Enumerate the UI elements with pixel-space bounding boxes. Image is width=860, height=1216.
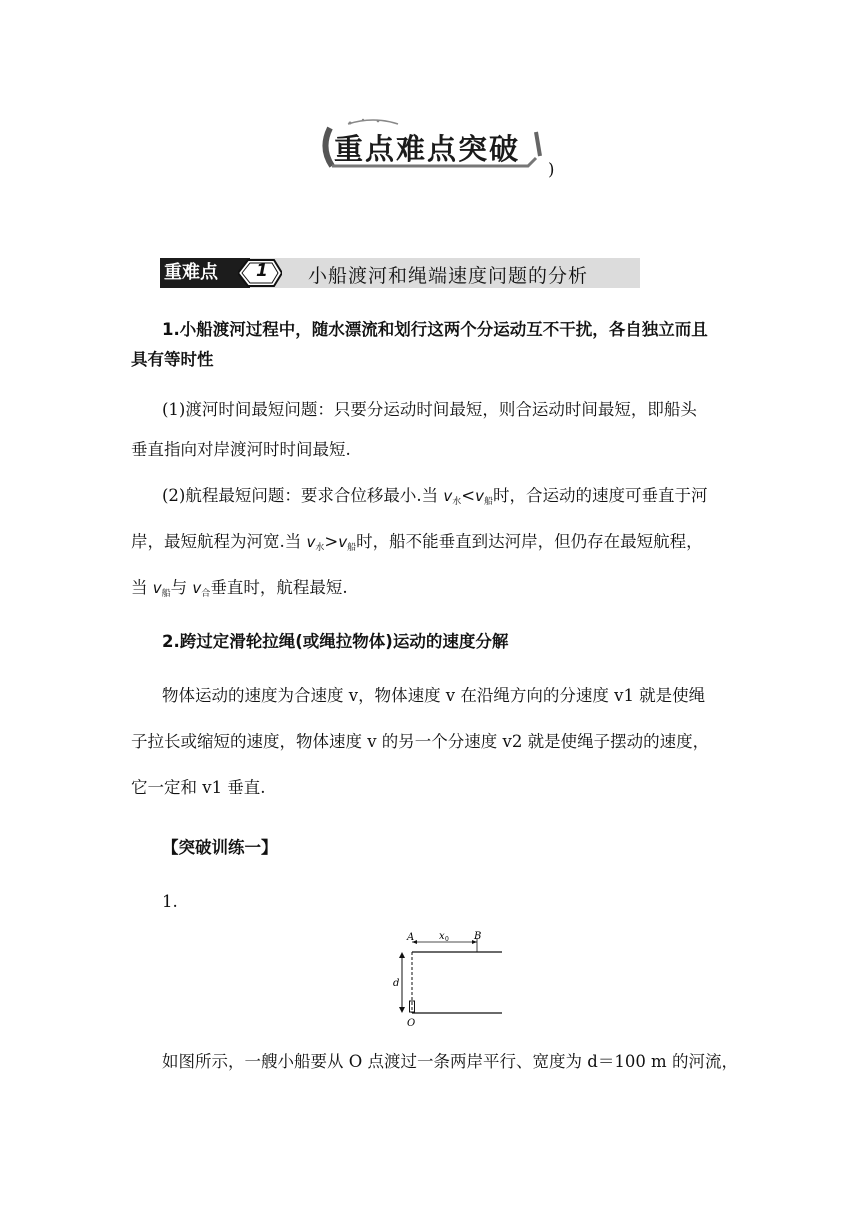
label-O: O [407, 1018, 416, 1029]
p2-line1: (1)渡河时间最短问题：只要分运动时间最短，则合运动时间最短，即船头 [162, 400, 697, 419]
topic-title: 小船渡河和绳端速度问题的分析 [308, 265, 589, 287]
label-x0-sub: 0 [445, 936, 449, 943]
p3-line3-text-a: 当 [131, 578, 153, 597]
v-boat-symbol: v [152, 579, 162, 597]
v-boat-symbol: v [475, 487, 484, 505]
lt-sign: < [461, 486, 476, 505]
label-d: d [393, 978, 400, 989]
p3-line2-text-a: 岸，最短航程为河宽.当 [131, 532, 307, 551]
p1-line1: 1.小船渡河过程中，随水漂流和划行这两个分运动互不干扰，各自独立而且 [162, 320, 708, 339]
sub-combined: 合 [201, 589, 211, 599]
label-A: A [407, 932, 415, 943]
p3-line2 [131, 532, 703, 558]
p3-line1 [162, 486, 708, 512]
label-x0: x [439, 931, 445, 942]
topic-tag: 重难点 [160, 258, 250, 288]
p3-line1-text-a: (2)航程最短问题：要求合位移最小.当 [162, 486, 444, 505]
topic-header [160, 258, 640, 288]
p2-line2: 垂直指向对岸渡河时时间最短. [131, 440, 351, 459]
v-water-symbol: v [443, 487, 453, 505]
p5-line2: 子拉长或缩短的速度，物体速度 v 的另一个分速度 v2 就是使绳子摆动的速度， [131, 732, 710, 751]
p3-line3-text-b: 与 [170, 578, 193, 597]
question-text: 如图所示，一艘小船要从 O 点渡过一条两岸平行、宽度为 d＝100 m 的河流， [162, 1052, 738, 1071]
p5-line1: 物体运动的速度为合速度 v，物体速度 v 在沿绳方向的分速度 v1 就是使绳 [162, 686, 706, 705]
training-title: 【突破训练一】 [162, 838, 278, 857]
river-crossing-figure [384, 928, 506, 1030]
sub-water: 水 [452, 497, 462, 507]
question-number: 1. [162, 892, 178, 911]
p3-line1-text-b: 时，合运动的速度可垂直于河 [493, 486, 708, 505]
v-boat-symbol: v [338, 533, 348, 551]
p4-heading: 2.跨过定滑轮拉绳(或绳拉物体)运动的速度分解 [162, 632, 509, 651]
sub-boat: 船 [347, 543, 357, 553]
gt-sign: > [324, 532, 339, 551]
p3-line3-text-c: 垂直时，航程最短. [210, 578, 348, 597]
sub-boat: 船 [161, 589, 171, 599]
section-banner [318, 118, 548, 174]
sub-water: 水 [315, 543, 325, 553]
label-B: B [474, 931, 482, 942]
v-combined-symbol: v [192, 579, 202, 597]
p3-line3 [131, 578, 348, 604]
banner-title: 重点难点突破 [334, 132, 521, 166]
topic-number: 1 [256, 261, 268, 281]
p5-line3: 它一定和 v1 垂直. [131, 778, 266, 797]
p3-line2-text-b: 时，船不能垂直到达河岸，但仍存在最短航程， [356, 532, 703, 551]
banner-close-paren: ) [548, 160, 555, 179]
p1-line2: 具有等时性 [131, 350, 214, 369]
sub-boat: 船 [484, 497, 494, 507]
v-water-symbol: v [306, 533, 316, 551]
